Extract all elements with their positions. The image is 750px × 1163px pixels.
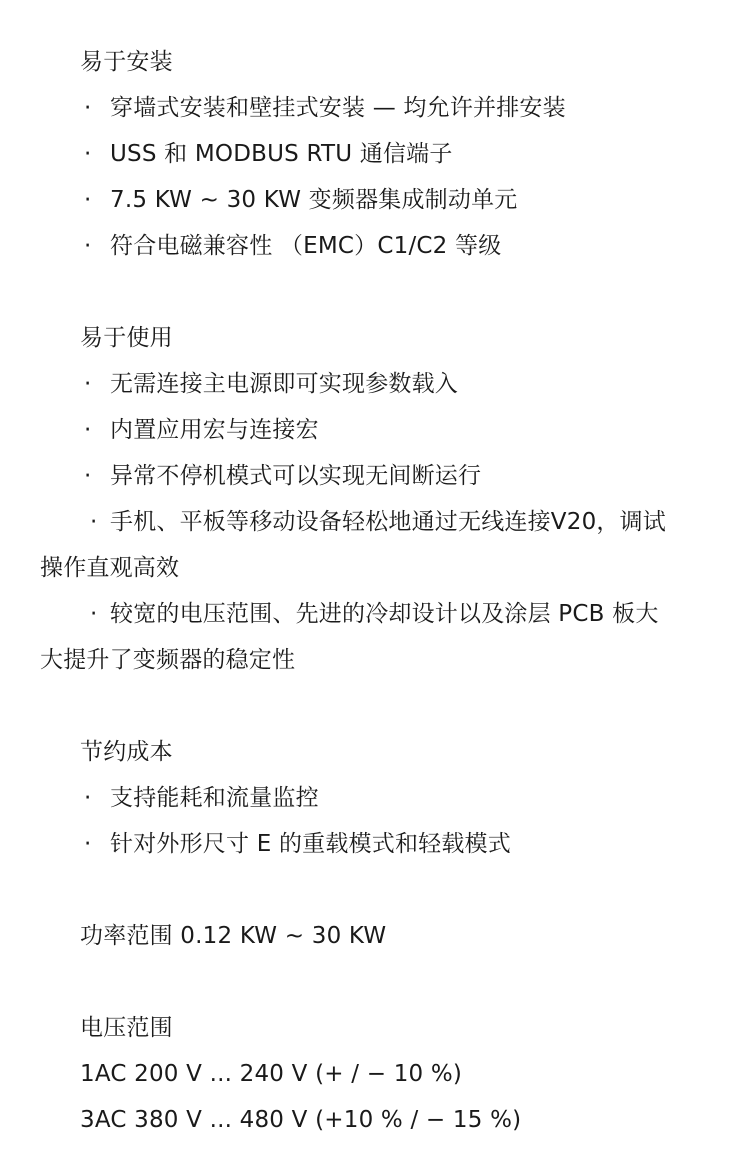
bullet-dot: ·: [84, 141, 92, 167]
bullet-dot: ·: [84, 831, 92, 857]
voltage-line-1: 1AC 200 V ... 240 V (+ / − 10 %): [80, 1061, 463, 1087]
section-title-install: 易于安装: [80, 49, 173, 75]
bullet-dot: ·: [84, 95, 92, 121]
save-item-text: 支持能耗和流量监控: [110, 785, 319, 811]
bullet-dot: ·: [84, 785, 92, 811]
bullet-dot: ·: [84, 233, 92, 259]
install-item-2: [84, 139, 453, 169]
use-item-4-line1: [90, 507, 666, 537]
use-item-text: 异常不停机模式可以实现无间断运行: [110, 463, 482, 489]
install-item-text: 符合电磁兼容性 （EMC）C1/C2 等级: [110, 233, 502, 259]
save-item-text: 针对外形尺寸 E 的重载模式和轻载模式: [110, 831, 511, 857]
install-item-3: [84, 185, 517, 215]
voltage-line-2: 3AC 380 V ... 480 V (+10 % / − 15 %): [80, 1107, 522, 1133]
install-item-text: 7.5 KW ~ 30 KW 变频器集成制动单元: [110, 187, 518, 213]
use-item-2: [84, 415, 319, 445]
save-item-1: [84, 783, 319, 813]
bullet-dot: ·: [84, 187, 92, 213]
bullet-dot: ·: [84, 371, 92, 397]
use-item-text: 内置应用宏与连接宏: [110, 417, 319, 443]
bullet-dot: ·: [90, 601, 98, 627]
use-item-text: 手机、平板等移动设备轻松地通过无线连接V20，调试: [110, 509, 667, 535]
install-item-text: USS 和 MODBUS RTU 通信端子: [110, 141, 453, 167]
bullet-dot: ·: [90, 509, 98, 535]
use-item-4-line2: 操作直观高效: [40, 555, 180, 581]
save-item-2: [84, 829, 511, 859]
use-item-1: [84, 369, 458, 399]
use-item-5-line1: [90, 599, 659, 629]
use-item-3: [84, 461, 481, 491]
install-item-4: [84, 231, 501, 261]
section-title-save: 节约成本: [80, 739, 173, 765]
install-item-1: [84, 93, 566, 123]
bullet-dot: ·: [84, 463, 92, 489]
install-item-text: 穿墙式安装和壁挂式安装 — 均允许并排安装: [110, 95, 566, 121]
use-item-5-line2: 大提升了变频器的稳定性: [40, 647, 296, 673]
bullet-dot: ·: [84, 417, 92, 443]
use-item-text: 无需连接主电源即可实现参数载入: [110, 371, 458, 397]
section-title-voltage: 电压范围: [80, 1015, 173, 1041]
section-title-use: 易于使用: [80, 325, 173, 351]
power-range-text: 功率范围 0.12 KW ~ 30 KW: [80, 923, 387, 949]
use-item-text: 较宽的电压范围、先进的冷却设计以及涂层 PCB 板大: [110, 601, 659, 627]
